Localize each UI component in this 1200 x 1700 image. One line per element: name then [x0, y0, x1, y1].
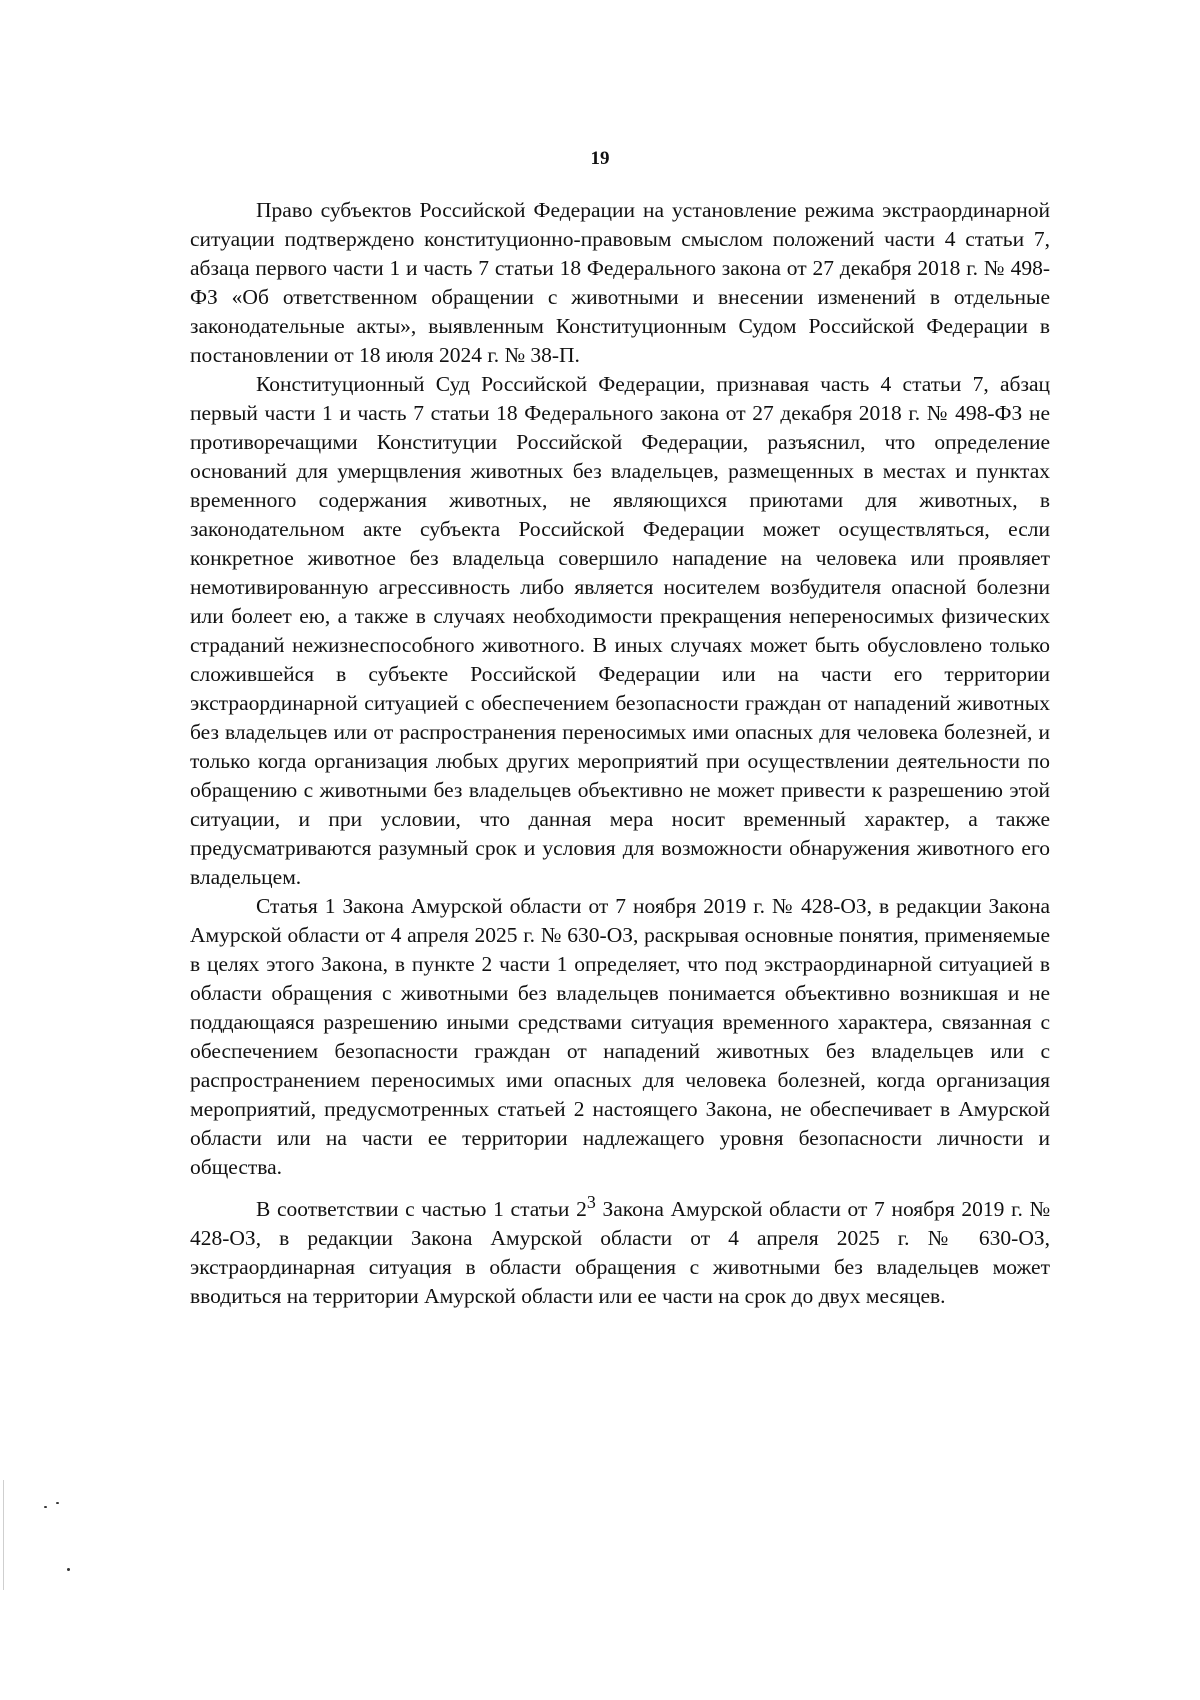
scan-edge-line [3, 1480, 4, 1590]
scan-speck [44, 1506, 47, 1508]
paragraph-4-after: Закона Амурской области от 7 ноября 2019 г. № 428-ОЗ, в редакции Закона Амурской области от 4 апреля 2025 г. № 630-ОЗ, экстраординарная ситуация в области обращения с животными без владельцев может вводиться на территории Амурской области или ее части на срок до двух месяцев. [190, 1197, 1051, 1309]
paragraph-3: Статья 1 Закона Амурской области от 7 ноября 2019 г. № 428-ОЗ, в редакции Закона Амурской области от 4 апреля 2025 г. № 630-ОЗ, раскрывая основные понятия, применяемые в целях этого Закона, в пункте 2 части 1 определяет, что под экстраординарной ситуацией в области обращения с животными без владельцев понимается объективно возникшая и не поддающаяся разрешению иными средствами ситуация временного характера, связанная с обеспечением безопасности граждан от нападений животных без владельцев или с распространением переносимых ими опасных для человека болезней, когда организация мероприятий, предусмотренных статьей 2 настоящего Закона, не обеспечивает в Амурской области или на части ее территории надлежащего уровня безопасности личности и общества. [190, 894, 1050, 1179]
page-number: 19 [590, 148, 610, 169]
scan-speck [56, 1502, 59, 1504]
document-body [190, 196, 1050, 1311]
paragraph-4 [190, 1188, 1050, 1311]
paragraph-2: Конституционный Суд Российской Федерации, признавая часть 4 статьи 7, абзац первый части 1 и часть 7 статьи 18 Федерального закона от 27 декабря 2018 г. № 498-ФЗ не противоречащими Конституции Российской Федерации, разъяснил, что определение оснований для умерщвления животных без владельцев, размещенных в местах и пунктах временного содержания животных, не являющихся приютами для животных, в законодательном акте субъекта Российской Федерации может осуществляться, если конкретное животное без владельца совершило нападение на человека или проявляет немотивированную агрессивность либо является носителем возбудителя опасной болезни или болеет ею, а также в случаях необходимости прекращения непереносимых физических страданий нежизнеспособного животного. В иных случаях может быть обусловлено только сложившейся в субъекте Российской Федерации или на части его территории экстраординарной ситуацией с обеспечением безопасности граждан от нападений животных без владельцев или от распространения переносимых ими опасных для человека болезней, и только когда организация любых других мероприятий при осуществлении деятельности по обращению с животными без владельцев объективно не может привести к разрешению этой ситуации, и при условии, что данная мера носит временный характер, а также предусматриваются разумный срок и условия для возможности обнаружения животного его владельцем. [190, 372, 1050, 889]
paragraph-4-before: В соответствии с частью 1 статьи 2 [256, 1197, 587, 1222]
scan-speck [67, 1568, 70, 1571]
paragraph-1: Право субъектов Российской Федерации на установление режима экстраординарной ситуации подтверждено конституционно-правовым смыслом положений части 4 статьи 7, абзаца первого части 1 и часть 7 статьи 18 Федерального закона от 27 декабря 2018 г. № 498-ФЗ «Об ответственном обращении с животными и внесении изменений в отдельные законодательные акты», выявленным Конституционным Судом Российской Федерации в постановлении от 18 июля 2024 г. № 38-П. [190, 198, 1050, 367]
article-superscript: 3 [586, 1192, 596, 1212]
